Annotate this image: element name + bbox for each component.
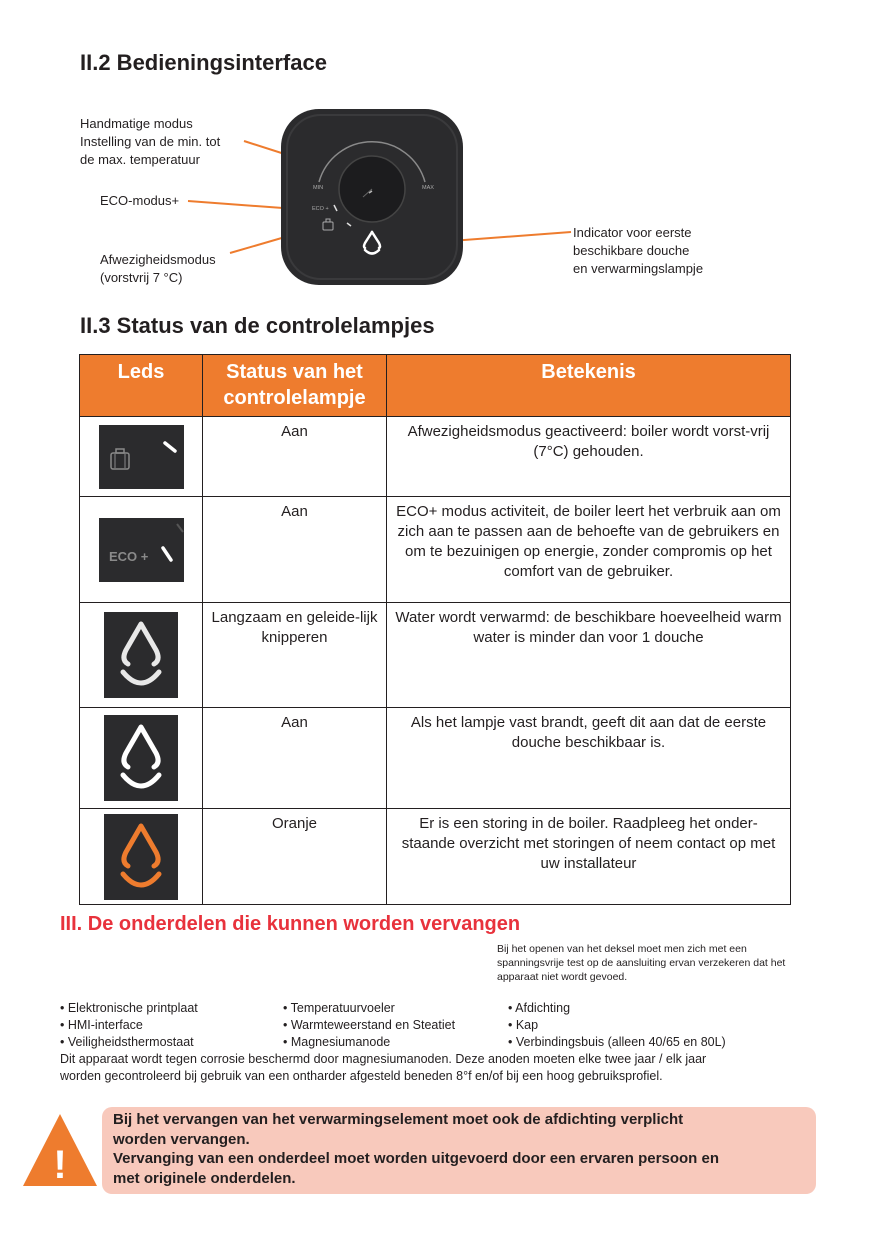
warning-line: met originele onderdelen. bbox=[113, 1169, 296, 1187]
table-row bbox=[80, 603, 791, 708]
list-item: • Veiligheidsthermostaat bbox=[60, 1035, 194, 1049]
warning-triangle-icon bbox=[20, 1110, 100, 1190]
absence-led-icon bbox=[99, 425, 184, 489]
status-cell: Aan bbox=[203, 417, 387, 497]
section-title-ii2: II.2 Bedieningsinterface bbox=[80, 50, 327, 75]
note-line: Bij het openen van het deksel moet men zich met een bbox=[497, 943, 747, 955]
led-cell bbox=[80, 809, 203, 905]
note-line: apparaat niet wordt gevoed. bbox=[497, 971, 628, 983]
control-panel bbox=[279, 107, 465, 287]
warning-line: worden vervangen. bbox=[113, 1130, 250, 1148]
section-title-iii: III. De onderdelen die kunnen worden vervangen bbox=[60, 913, 521, 935]
table-row bbox=[80, 809, 791, 905]
list-item: • Temperatuurvoeler bbox=[283, 1001, 395, 1015]
drop-led-blinking-icon bbox=[104, 612, 178, 698]
annotation-line: Afwezigheidsmodus bbox=[100, 252, 216, 267]
list-item: • Kap bbox=[508, 1018, 539, 1032]
annotation-line: en verwarmingslampje bbox=[573, 261, 704, 276]
parts-list-col3 bbox=[508, 1000, 726, 1051]
safety-note bbox=[497, 942, 837, 984]
meaning-cell: ECO+ modus activiteit, de boiler leert het verbruik aan om zich aan te passen aan de behoefte van de gebruikers en om te bezuinigen op energie, zonder compromis op het comfort van de gebruiker. bbox=[387, 497, 791, 603]
header-leds: Leds bbox=[80, 355, 203, 417]
warning-symbol: ! bbox=[53, 1143, 67, 1187]
note-line: spanningsvrije test op de aansluiting ervan verzekeren dat het bbox=[497, 957, 786, 969]
annotation-line: beschikbare douche bbox=[573, 243, 690, 258]
annotation-line: Instelling van de min. tot bbox=[80, 134, 221, 149]
meaning-cell: Afwezigheidsmodus geactiveerd: boiler wordt vorst-vrij (7°C) gehouden. bbox=[387, 417, 791, 497]
list-item: • Afdichting bbox=[508, 1001, 571, 1015]
led-cell bbox=[80, 708, 203, 809]
warning-line: Vervanging van een onderdeel moet worden uitgevoerd door een ervaren persoon en bbox=[113, 1150, 719, 1167]
drop-led-white-icon bbox=[104, 715, 178, 801]
dial-max-label: MAX bbox=[422, 185, 434, 191]
paragraph-line: Dit apparaat wordt tegen corrosie beschermd door magnesiumanoden. Deze anoden moeten elke twee jaar / elk jaar bbox=[60, 1052, 707, 1066]
meaning-cell: Als het lampje vast brandt, geeft dit aan dat de eerste douche beschikbaar is. bbox=[387, 708, 791, 809]
drop-led-orange-icon bbox=[104, 814, 178, 900]
status-cell: Aan bbox=[203, 497, 387, 603]
warning-text bbox=[113, 1110, 803, 1188]
led-cell bbox=[80, 417, 203, 497]
meaning-cell: Water wordt verwarmd: de beschikbare hoeveelheid warm water is minder dan voor 1 douche bbox=[387, 603, 791, 708]
warning-line: Bij het vervangen van het verwarmingselement moet ook de afdichting verplicht bbox=[113, 1111, 684, 1128]
header-meaning: Betekenis bbox=[387, 355, 791, 417]
annotation-line: Indicator voor eerste bbox=[573, 225, 692, 240]
annotation-line: (vorstvrij 7 °C) bbox=[100, 270, 183, 285]
parts-list-col1 bbox=[60, 1000, 198, 1051]
table-header-row bbox=[80, 355, 791, 417]
header-status: Status van het controlelampje bbox=[203, 355, 387, 417]
eco-led-text: ECO + bbox=[108, 548, 148, 564]
meaning-cell: Er is een storing in de boiler. Raadpleeg het onder-staande overzicht met storingen of neem contact op met uw installateur bbox=[387, 809, 791, 905]
annotation-line: de max. temperatuur bbox=[80, 152, 200, 167]
table-row bbox=[80, 497, 791, 603]
list-item: • Verbindingsbuis (alleen 40/65 en 80L) bbox=[508, 1035, 726, 1049]
dial-min-label: MIN bbox=[313, 185, 324, 191]
anode-paragraph bbox=[60, 1051, 850, 1085]
parts-list-col2 bbox=[283, 1000, 455, 1051]
led-status-table bbox=[79, 354, 791, 905]
section-title-ii3: II.3 Status van de controlelampjes bbox=[80, 313, 435, 338]
table-row bbox=[80, 708, 791, 809]
list-item: • Elektronische printplaat bbox=[60, 1001, 198, 1015]
paragraph-line: worden gecontroleerd bij gebruik van een ontharder afgesteld beneden 8°f en/of bij een hoog gebruiksprofiel. bbox=[60, 1069, 663, 1083]
list-item: • HMI-interface bbox=[60, 1018, 143, 1032]
list-item: • Warmteweerstand en Steatiet bbox=[283, 1018, 456, 1032]
annotation-line: Handmatige modus bbox=[80, 116, 193, 131]
status-cell: Langzaam en geleide-lijk knipperen bbox=[203, 603, 387, 708]
eco-label: ECO + bbox=[312, 206, 329, 212]
annotation-line: ECO-modus+ bbox=[100, 193, 180, 208]
status-cell: Aan bbox=[203, 708, 387, 809]
table-row bbox=[80, 417, 791, 497]
list-item: • Magnesiumanode bbox=[283, 1035, 391, 1049]
led-cell bbox=[80, 603, 203, 708]
status-cell: Oranje bbox=[203, 809, 387, 905]
eco-led-icon bbox=[99, 518, 184, 582]
led-cell bbox=[80, 497, 203, 603]
